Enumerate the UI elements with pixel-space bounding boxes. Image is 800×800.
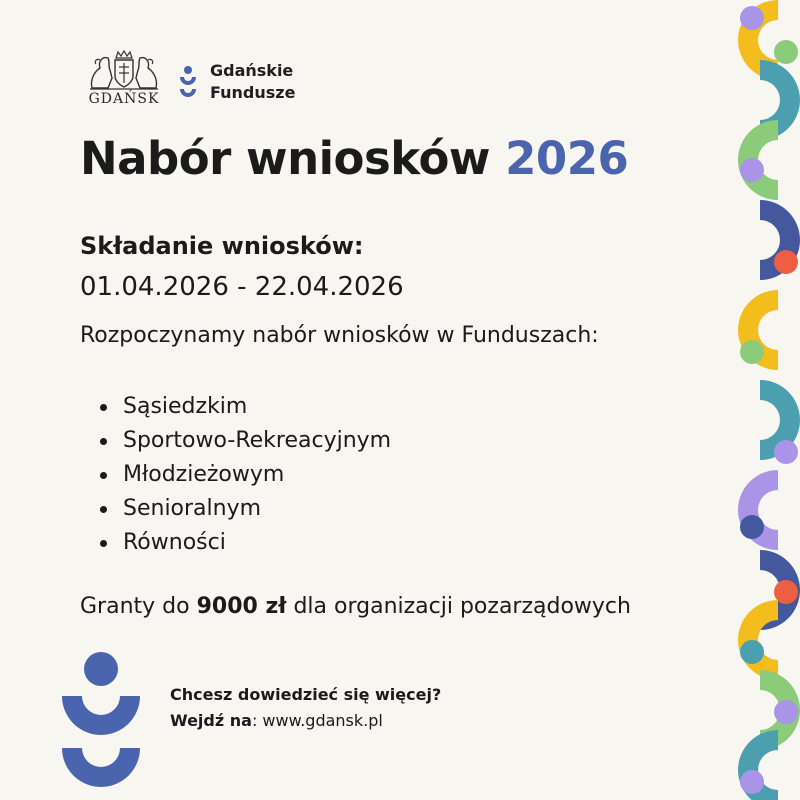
grants-amount: 9000 zł [196,594,287,619]
bullet-icon [100,540,107,547]
pattern-dot [740,640,764,664]
pattern-dot [740,515,764,539]
pattern-dot [774,250,798,274]
funds-wordmark-line1: Gdańskie [210,61,294,80]
pattern-dot [740,770,764,794]
gdansk-wordmark: GDAŃSK [88,91,160,107]
grants-suffix: dla organizacji pozarządowych [293,594,631,619]
list-item [100,458,391,492]
submission-label: Składanie wniosków: [80,232,364,260]
pattern-dot [774,700,798,724]
title-text: Nabór wniosków [80,132,490,185]
website-link[interactable]: www.gdansk.pl [262,711,383,730]
funds-logo-large-icon [62,652,142,792]
pattern-arc [738,600,778,680]
bullet-icon [100,438,107,445]
smile-person-icon [178,65,198,99]
list-item [100,492,391,526]
list-item [100,526,391,560]
funds-wordmark-line2: Fundusze [210,83,296,102]
coat-of-arms-icon [86,50,162,90]
fund-name: Senioralnym [123,496,262,521]
fund-name: Młodzieżowym [123,462,285,487]
bullet-icon [100,404,107,411]
decorative-pattern [738,0,800,800]
fund-name: Równości [123,530,226,555]
submission-dates: 01.04.2026 - 22.04.2026 [80,272,404,302]
funds-logo [178,60,295,104]
pattern-dot [774,440,798,464]
intro-text: Rozpoczynamy nabór wniosków w Funduszach: [80,323,599,348]
pattern-dot [740,340,764,364]
cta-visit-label: Wejdź na [170,711,252,730]
pattern-dot [774,40,798,64]
title-year: 2026 [505,132,629,185]
pattern-arc [738,470,778,550]
pattern-dot [740,6,764,30]
funds-wordmark [210,60,295,104]
cta-question: Chcesz dowiedzieć się więcej? [170,685,442,704]
pattern-dot [740,158,764,182]
fund-name: Sąsiedzkim [123,394,248,419]
grants-text [80,594,631,619]
header-logos [84,50,295,107]
gdansk-logo [84,50,164,107]
fund-list [100,390,391,560]
list-item [100,424,391,458]
cta-block [170,682,441,734]
bullet-icon [100,506,107,513]
page-title [80,132,628,185]
grants-prefix: Granty do [80,594,190,619]
bullet-icon [100,472,107,479]
list-item [100,390,391,424]
cta-visit-line: Wejdź na: www.gdansk.pl [170,711,383,730]
fund-name: Sportowo-Rekreacyjnym [123,428,392,453]
